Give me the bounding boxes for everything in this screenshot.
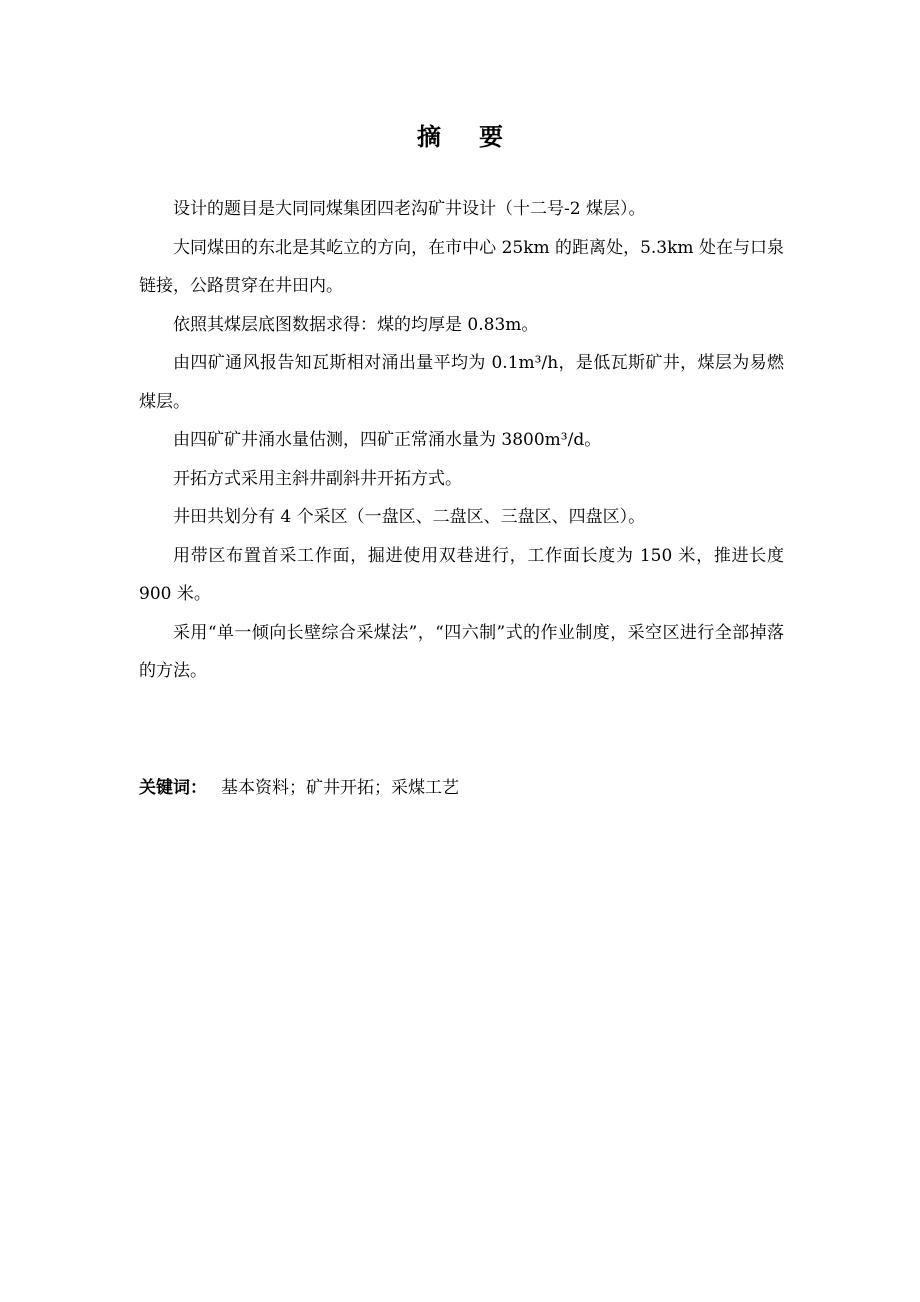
abstract-paragraph-3: 依照其煤层底图数据求得：煤的均厚是 0.83m。 — [173, 314, 539, 335]
abstract-paragraph-1: 设计的题目是大同同煤集团四老沟矿井设计（十二号-2 煤层）。 — [173, 199, 646, 219]
abstract-paragraph-7: 井田共划分有 4 个采区（一盘区、二盘区、三盘区、四盘区）。 — [173, 507, 646, 527]
keywords-value: 基本资料；矿井开拓；采煤工艺 — [221, 778, 459, 798]
page-title — [0, 120, 920, 154]
abstract-paragraph-8: 用带区布置首采工作面，掘进使用双巷进行，工作面长度为 150 米，推进长度 900 米。 — [139, 545, 784, 604]
keywords-line — [139, 771, 784, 805]
abstract-paragraph-9: 采用“单一倾向长壁综合采煤法”，“四六制”式的作业制度，采空区进行全部掉落的方法。 — [139, 622, 784, 681]
abstract-paragraph-2: 大同煤田的东北是其屹立的方向，在市中心 25km 的距离处，5.3km 处在与口泉链接，公路贯穿在井田内。 — [139, 237, 784, 296]
title-char-1: 摘 — [417, 123, 441, 151]
abstract-paragraph-4: 由四矿通风报告知瓦斯相对涌出量平均为 0.1m³/h，是低瓦斯矿井，煤层为易燃煤层。 — [139, 353, 784, 412]
abstract-paragraph-6: 开拓方式采用主斜井副斜井开拓方式。 — [173, 468, 462, 489]
abstract-body — [139, 190, 784, 691]
abstract-paragraph-5: 由四矿矿井涌水量估测，四矿正常涌水量为 3800m³/d。 — [173, 430, 602, 450]
title-char-2: 要 — [479, 123, 503, 151]
keywords-label: 关键词： — [139, 778, 207, 798]
